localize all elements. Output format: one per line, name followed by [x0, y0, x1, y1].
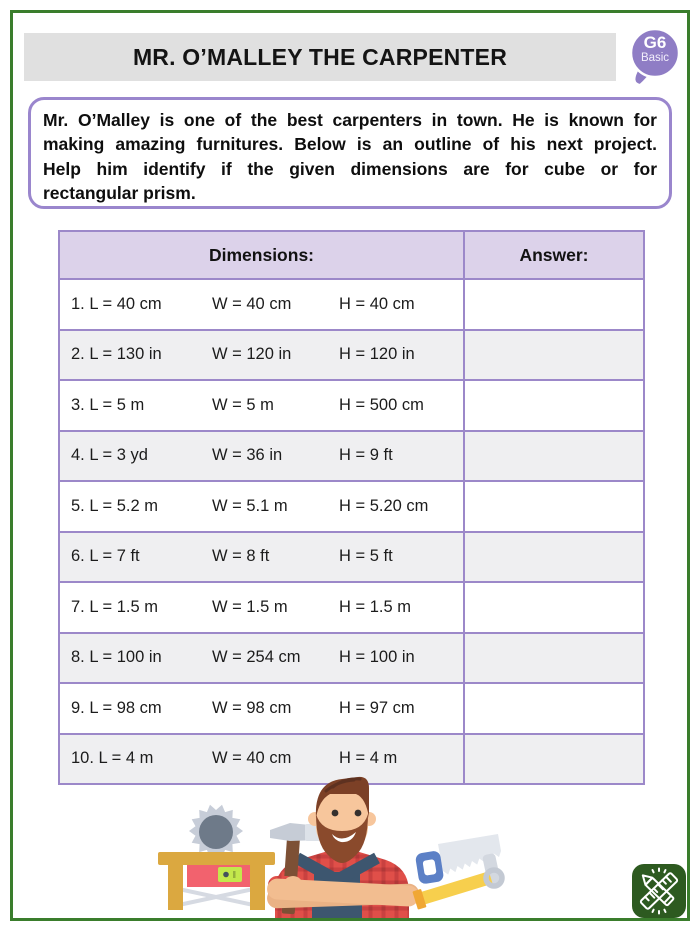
instructions-line: Help him identify if the given dimensions are for cube or for — [43, 158, 657, 179]
pencil-ruler-logo — [632, 864, 686, 918]
table-row — [59, 532, 644, 583]
answer-cell — [464, 330, 644, 381]
length-value: 8. L = 100 in — [71, 648, 162, 667]
width-value: W = 254 cm — [212, 648, 301, 667]
dimensions-table — [58, 230, 645, 785]
table-row — [59, 582, 644, 633]
table-row — [59, 279, 644, 330]
answer-cell — [464, 431, 644, 482]
answer-cell — [464, 532, 644, 583]
height-value: H = 40 cm — [339, 294, 415, 313]
carpenter-illustration — [130, 772, 550, 918]
width-value: W = 1.5 m — [212, 597, 288, 616]
width-value: W = 5 m — [212, 395, 274, 414]
instructions-box — [28, 97, 672, 209]
length-value: 5. L = 5.2 m — [71, 496, 158, 515]
answer-cell — [464, 633, 644, 684]
instructions-line: rectangular prism. — [43, 182, 196, 203]
carpenter-figure — [267, 777, 420, 918]
length-value: 6. L = 7 ft — [71, 547, 140, 566]
width-value: W = 8 ft — [212, 547, 270, 566]
dimensions-column-header: Dimensions: — [59, 231, 464, 279]
width-value: W = 120 in — [212, 345, 292, 364]
pencil-ruler-logo-icon — [632, 864, 686, 918]
answer-column-header: Answer: — [464, 231, 644, 279]
length-value: 3. L = 5 m — [71, 395, 145, 414]
table-header-row — [59, 231, 644, 279]
answer-cell — [464, 481, 644, 532]
instructions-line: making amazing furnitures. Below is an outline of his next project. — [43, 134, 657, 155]
height-value: H = 4 m — [339, 749, 398, 768]
answer-cell — [464, 683, 644, 734]
height-value: H = 5 ft — [339, 547, 393, 566]
width-value: W = 40 cm — [212, 294, 292, 313]
height-value: H = 97 cm — [339, 698, 415, 717]
length-value: 7. L = 1.5 m — [71, 597, 158, 616]
page-title: MR. O’MALLEY THE CARPENTER — [132, 43, 508, 70]
table-row — [59, 431, 644, 482]
height-value: H = 1.5 m — [339, 597, 411, 616]
grade-badge — [622, 25, 686, 87]
table-row — [59, 330, 644, 381]
height-value: H = 9 ft — [339, 446, 393, 465]
height-value: H = 100 in — [339, 648, 415, 667]
length-value: 10. L = 4 m — [71, 749, 154, 768]
table-row — [59, 481, 644, 532]
instructions-line: Mr. O’Malley is one of the best carpenters in town. He is known for — [43, 110, 657, 130]
height-value: H = 500 cm — [339, 395, 424, 414]
length-value: 2. L = 130 in — [71, 345, 162, 364]
length-value: 1. L = 40 cm — [71, 294, 162, 313]
table-row — [59, 380, 644, 431]
answer-cell — [464, 582, 644, 633]
width-value: W = 5.1 m — [212, 496, 288, 515]
badge-label — [631, 33, 679, 65]
answer-cell — [464, 380, 644, 431]
length-value: 9. L = 98 cm — [71, 698, 162, 717]
length-value: 4. L = 3 yd — [71, 446, 148, 465]
table-saw-icon — [158, 805, 275, 910]
width-value: W = 36 in — [212, 446, 283, 465]
table-row — [59, 683, 644, 734]
height-value: H = 5.20 cm — [339, 496, 429, 515]
table-row — [59, 633, 644, 684]
answer-cell — [464, 279, 644, 330]
width-value: W = 40 cm — [212, 749, 292, 768]
grade-label: G6 — [643, 33, 667, 52]
level-label: Basic — [640, 52, 670, 64]
height-value: H = 120 in — [339, 345, 415, 364]
header-bar — [24, 33, 616, 81]
width-value: W = 98 cm — [212, 698, 292, 717]
